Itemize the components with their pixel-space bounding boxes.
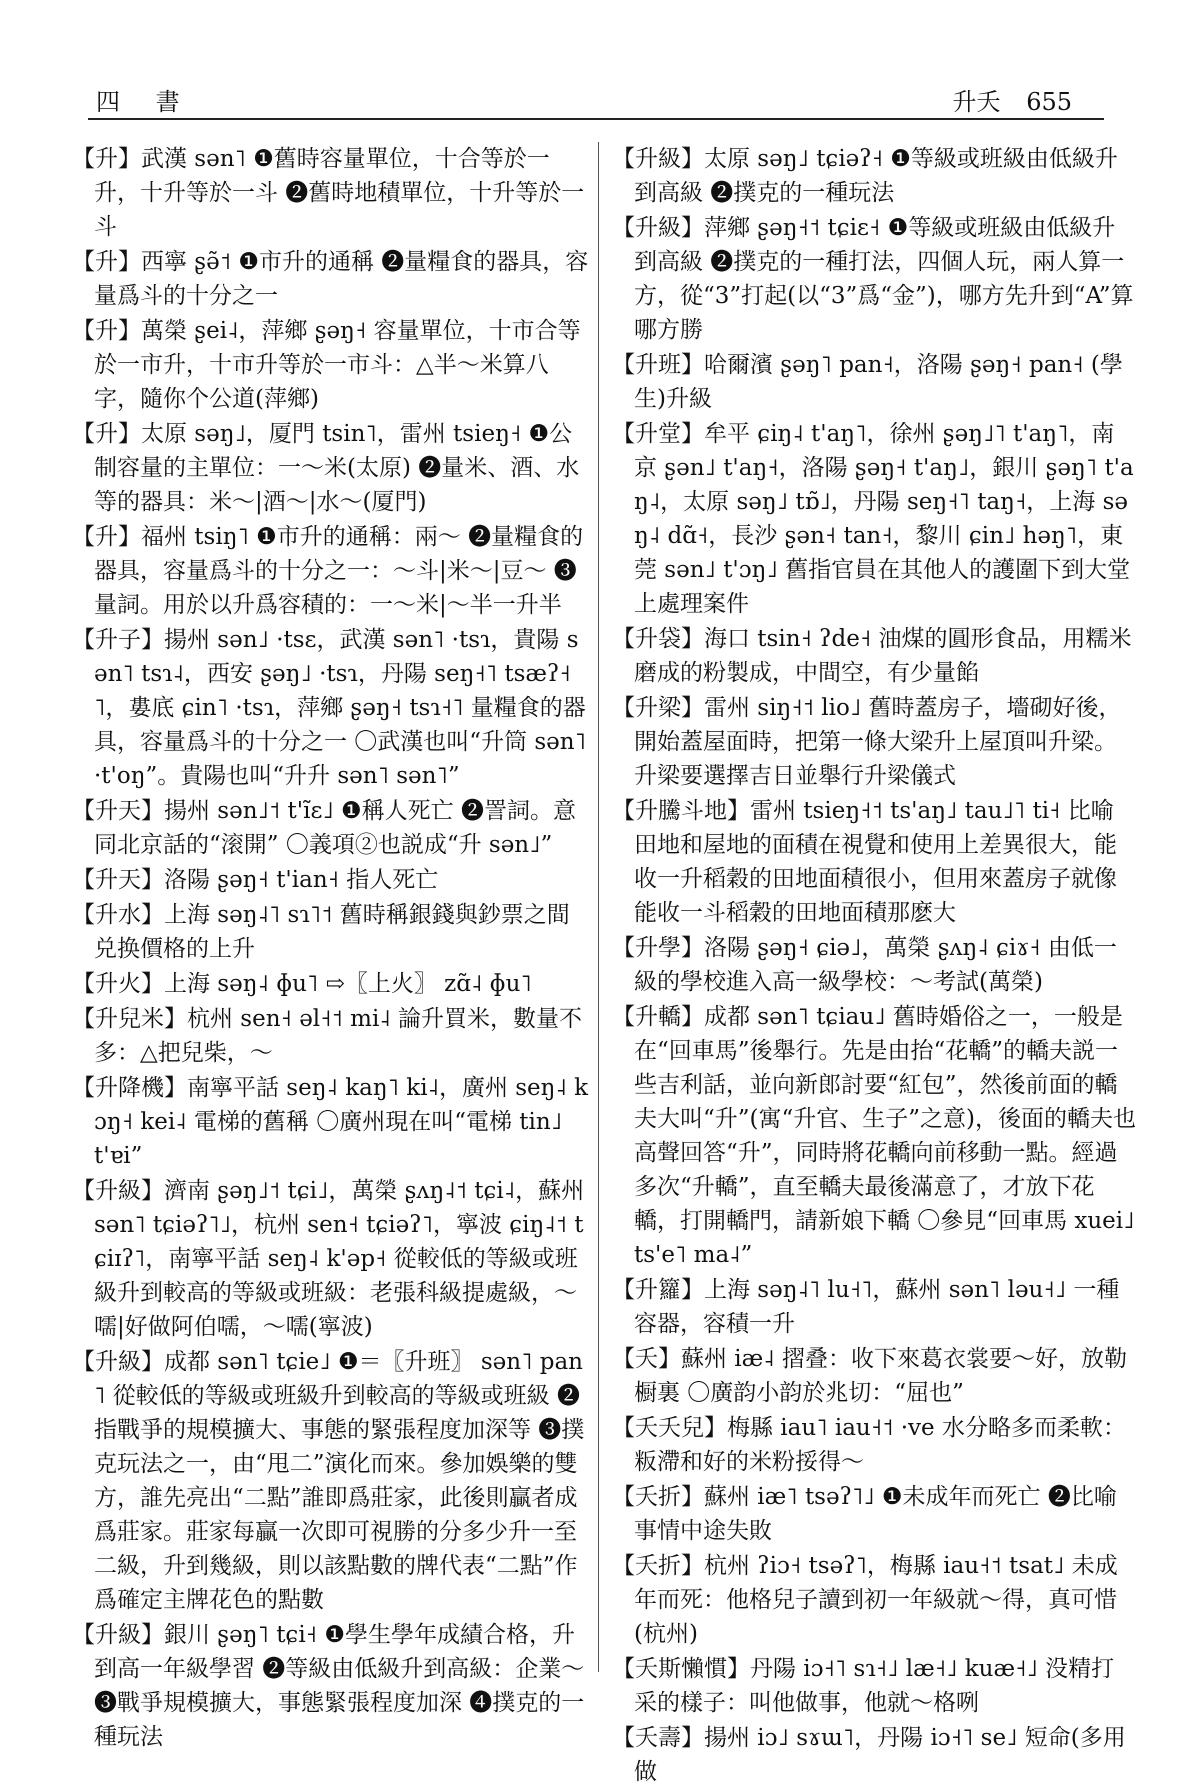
left-column xyxy=(72,142,592,1755)
dictionary-entry: 【夭壽】揚州 iɔ˩ sɤɯ˥，丹陽 iɔ˧˥ se˩ 短命(多用做 xyxy=(612,1725,1126,1785)
dictionary-entry: 【夭】蘇州 iæ˨ 摺叠：收下來葛衣裳要～好，放勒橱裏 〇廣韵小韵於兆切：“屈也” xyxy=(612,1346,1127,1406)
dictionary-entry: 【升袋】海口 tsin˧ ʔde˧ 油煤的圓形食品，用糯米磨成的粉製成，中間空，有少量餡 xyxy=(612,626,1132,686)
dictionary-entry: 【升】西寧 ʂə̃˦ ❶市升的通稱 ❷量糧食的器具，容量爲斗的十分之一 xyxy=(72,249,589,309)
dictionary-entry: 【升天】揚州 sən˩˦ t'ĩɛ˩ ❶稱人死亡 ❷詈詞。意同北京話的“滚開” 〇義項②也説成“升 sən˩” xyxy=(72,798,576,858)
dictionary-entry: 【升水】上海 səŋ˨˥ sɿ˥˦ 舊時稱銀錢與鈔票之間兑换價格的上升 xyxy=(72,902,570,962)
dictionary-entry: 【升級】濟南 ʂəŋ˩˦ tɕi˩，萬榮 ʂʌŋ˨˦ tɕi˨，蘇州 sən˥ tɕiəʔ˥˩，杭州 sen˧ tɕiəʔ˥，寧波 ɕiŋ˨˦ tɕiɪʔ˥，南寧平話 seŋ˨ k'əp˧ 從較低的等級或班級升到較高的等級或班級：老張科級提處級，～嚅|好做阿伯嚅，～嚅(寧波) xyxy=(72,1178,585,1340)
dictionary-entry: 【升學】洛陽 ʂəŋ˧ ɕiə˩，萬榮 ʂʌŋ˨ ɕiɤ˧ 由低一級的學校進入高一級學校：～考試(萬榮) xyxy=(612,935,1117,995)
page-number: 655 xyxy=(1026,88,1072,116)
guide-words: 升夭 xyxy=(952,88,1001,116)
running-head xyxy=(953,82,1072,117)
dictionary-entry: 【夭夭兒】梅縣 iau˥ iau˧˦ ·ve 水分略多而柔軟：粄滯和好的米粉挼得～ xyxy=(612,1415,1126,1475)
dictionary-entry: 【升轎】成都 sən˥ tɕiau˩ 舊時婚俗之一，一般是在“回車馬”後舉行。先是由抬“花轎”的轎夫説一些吉利話，並向新郎討要“紅包”，然後前面的轎夫大叫“升”(寓“升官、生子”之意)，後面的轎夫也高聲回答“升”，同時將花轎向前移動一點。經過多次“升轎”，直至轎夫最後滿意了，才放下花轎，打開轎門，請新娘下轎 〇參見“回車馬 xuei˩ ts'e˥ ma˨” xyxy=(612,1004,1136,1268)
column-divider xyxy=(598,142,599,1672)
page-header xyxy=(88,78,1104,120)
dictionary-entry: 【升級】太原 səŋ˩ tɕiəʔ˧ ❶等級或班級由低級升到高級 ❷撲克的一種玩法 xyxy=(612,146,1118,206)
dictionary-entry: 【升級】萍鄉 ʂəŋ˧˦ tɕiɛ˧ ❶等級或班級由低級升到高級 ❷撲克的一種打法，四個人玩，兩人算一方，從“3”打起(以“3”爲“金”)，哪方先升到“A”算哪方勝 xyxy=(612,215,1134,343)
dictionary-entry: 【夭折】蘇州 iæ˥ tsəʔ˥˩ ❶未成年而死亡 ❷比喻事情中途失敗 xyxy=(612,1484,1117,1544)
dictionary-entry: 【升籮】上海 səŋ˨˥ lu˧˥，蘇州 sən˥ ləu˧˩ 一種容器，容積一升 xyxy=(612,1277,1120,1337)
header-rule xyxy=(88,118,1104,120)
right-column xyxy=(612,142,1136,1790)
dictionary-entry: 【夭斯懶慣】丹陽 iɔ˧˥ sɿ˧˩ læ˧˩ kuæ˧˩ 没精打采的樣子：叫他做事，他就～格咧 xyxy=(612,1656,1115,1716)
dictionary-entry: 【夭折】杭州 ʔiɔ˧ tsəʔ˥，梅縣 iau˧˦ tsat˩ 未成年而死：他格兒子讀到初一年級就～得，真可惜(杭州) xyxy=(612,1553,1118,1647)
dictionary-entry: 【升】武漢 sən˥ ❶舊時容量單位，十合等於一升，十升等於一斗 ❷舊時地積單位，十升等於一斗 xyxy=(72,146,585,240)
dictionary-entry: 【升梁】雷州 siŋ˧˦ lio˩ 舊時蓋房子，墻砌好後，開始蓋屋面時，把第一條大梁升上屋頂叫升梁。升梁要選擇吉日並舉行升梁儀式 xyxy=(612,695,1122,789)
dictionary-entry: 【升】福州 tsiŋ˥ ❶市升的通稱：兩～ ❷量糧食的器具，容量爲斗的十分之一：～斗|米～|豆～ ❸量詞。用於以升爲容積的：一～米|～半一升半 xyxy=(72,524,584,618)
dictionary-entry: 【升天】洛陽 ʂəŋ˧ t'ian˧ 指人死亡 xyxy=(72,867,439,893)
dictionary-entry: 【升級】成都 sən˥ tɕie˩ ❶＝〖升班〗 sən˥ pan˥ 從較低的等級或班級升到較高的等級或班級 ❷指戰爭的規模擴大、事態的緊張程度加深等 ❸撲克玩法之一，由“甩二”演化而來。參加娛樂的雙方，誰先亮出“二點”誰即爲莊家，此後則贏者成爲莊家。莊家每贏一次即可視勝的分多少升一至二級，升到幾級，則以該點數的牌代表“二點”作爲確定主牌花色的點數 xyxy=(72,1349,585,1613)
dictionary-entry: 【升】太原 səŋ˩，厦門 tsin˥，雷州 tsieŋ˧ ❶公制容量的主單位：一～米(太原) ❷量米、酒、水等的器具：米～|酒～|水～(厦門) xyxy=(72,421,580,515)
dictionary-entry: 【升火】上海 səŋ˨ ɸu˥ ⇨〖上火〗 zɑ̃˨ ɸu˥ xyxy=(72,971,532,997)
dictionary-entry: 【升級】銀川 ʂəŋ˥ tɕi˧ ❶學生學年成績合格，升到高一年級學習 ❷等級由低級升到高級：企業～ ❸戰爭規模擴大，事態緊張程度加深 ❹撲克的一種玩法 xyxy=(72,1622,585,1750)
dictionary-entry: 【升子】揚州 sən˩ ·tsɛ，武漢 sən˥ ·tsɿ，貴陽 sən˥ tsɿ˨，西安 ʂəŋ˩ ·tsɿ，丹陽 seŋ˧˥ tsæʔ˧˥，婁底 ɕin˥ ·tsɿ，萍鄉 ʂəŋ˧ tsɿ˧˥ 量糧食的器具，容量爲斗的十分之一 〇武漢也叫“升筒 sən˥ ·t'oŋ”。貴陽也叫“升升 sən˥ sən˥” xyxy=(72,627,586,789)
dictionary-entry: 【升騰斗地】雷州 tsieŋ˧˦ ts'aŋ˩ tau˩˥ ti˧ 比喻田地和屋地的面積在視覺和使用上差異很大，能收一升稻穀的田地面積很小，但用來蓋房子就像能收一斗稻穀的田地面積那麽大 xyxy=(612,798,1117,926)
section-title: 四 書 xyxy=(96,88,194,116)
dictionary-entry: 【升】萬榮 ʂei˨，萍鄉 ʂəŋ˧ 容量單位，十市合等於一市升，十市升等於一市斗：△半～米算八字，隨你个公道(萍鄉) xyxy=(72,318,581,412)
dictionary-entry: 【升降機】南寧平話 seŋ˨ kaŋ˥ ki˨，廣州 seŋ˨ kɔŋ˧ kei˨ 電梯的舊稱 〇廣州現在叫“電梯 tin˩ t'ɐi” xyxy=(72,1075,589,1169)
dictionary-entry: 【升班】哈爾濱 ʂəŋ˥ pan˧，洛陽 ʂəŋ˧ pan˧ (學生)升級 xyxy=(612,352,1123,412)
dictionary-entry: 【升堂】牟平 ɕiŋ˨ t'aŋ˥，徐州 ʂəŋ˩˥ t'aŋ˥，南京 ʂən˩ t'aŋ˧，洛陽 ʂəŋ˧ t'aŋ˩，銀川 ʂəŋ˥ t'aŋ˨，太原 səŋ˩ tɒ̃˩，丹陽 seŋ˧˥ taŋ˧，上海 səŋ˨ dɑ̃˧，長沙 ʂən˧ tan˧，黎川 ɕin˩ həŋ˥，東莞 sən˩ t'ɔŋ˩ 舊指官員在其他人的護圍下到大堂上處理案件 xyxy=(612,421,1134,617)
dictionary-entry: 【升兒米】杭州 sen˧ əl˧˦ mi˨ 論升買米，數量不多：△把兒柴，～ xyxy=(72,1006,582,1066)
